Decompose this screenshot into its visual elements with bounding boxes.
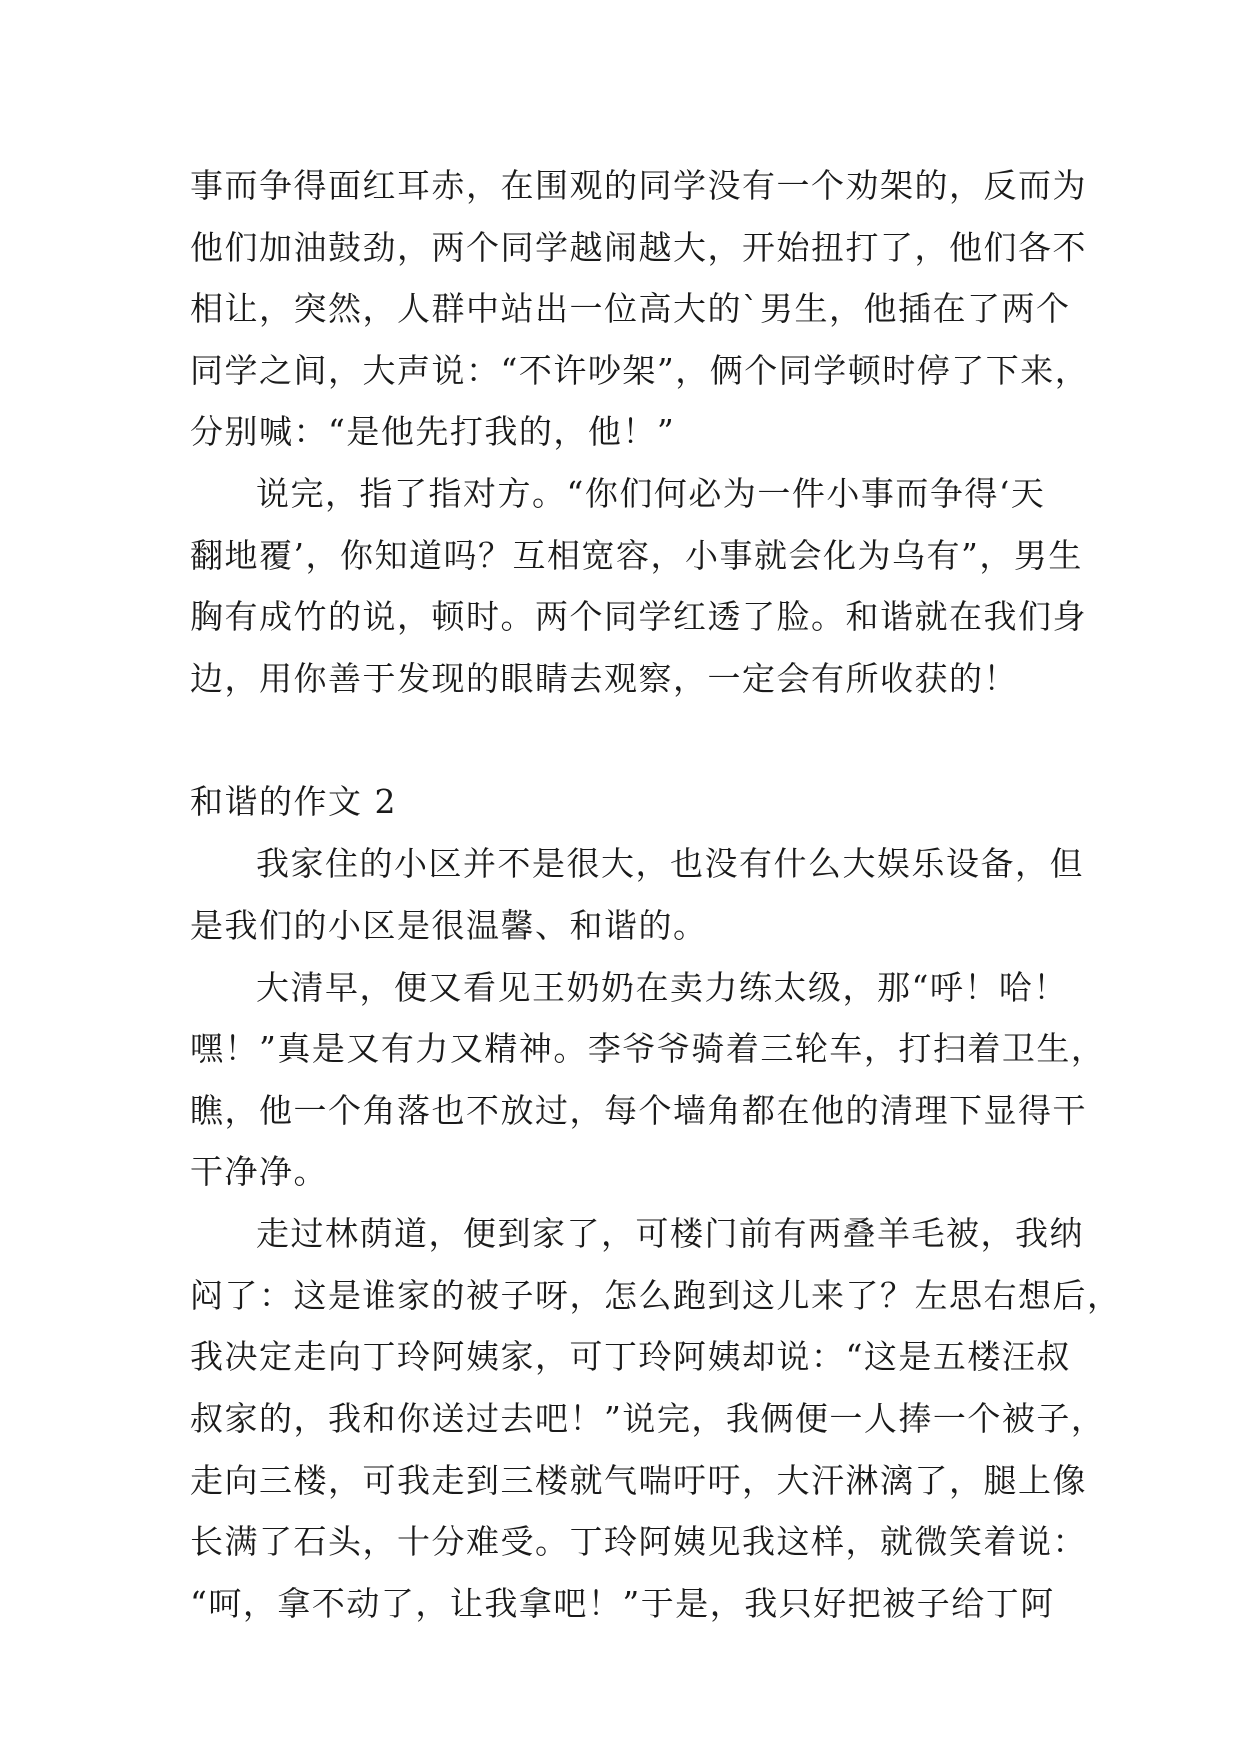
text-line: 边，用你善于发现的眼睛去观察，一定会有所收获的！ (190, 659, 1018, 698)
text-line: “呵，拿不动了，让我拿吧！”于是，我只好把被子给丁阿 (190, 1584, 1055, 1623)
text-line: 翻地覆’，你知道吗？互相宽容，小事就会化为乌有”，男生 (190, 536, 1083, 575)
section-title: 和谐的作文 2 (190, 782, 397, 821)
text-line: 同学之间，大声说：“不许吵架”，俩个同学顿时停了下来， (190, 351, 1090, 390)
text-line: 我决定走向丁玲阿姨家，可丁玲阿姨却说：“这是五楼汪叔 (190, 1337, 1071, 1376)
text-line: 我家住的小区并不是很大，也没有什么大娱乐设备，但 (256, 844, 1084, 883)
text-line: 走向三楼，可我走到三楼就气喘吁吁，大汗淋漓了，腿上像 (190, 1461, 1087, 1500)
text-line: 他们加油鼓劲，两个同学越闹越大，开始扭打了，他们各不 (190, 228, 1087, 267)
text-line: 说完，指了指对方。“你们何必为一件小事而争得‘天 (256, 474, 1046, 513)
text-line: 闷了：这是谁家的被子呀，怎么跑到这儿来了？左思右想后， (190, 1276, 1122, 1315)
text-line: 事而争得面红耳赤，在围观的同学没有一个劝架的，反而为 (190, 166, 1087, 205)
text-line: 瞧，他一个角落也不放过，每个墙角都在他的清理下显得干 (190, 1091, 1087, 1130)
text-line: 干净净。 (190, 1152, 328, 1191)
text-line: 长满了石头，十分难受。丁玲阿姨见我这样，就微笑着说： (190, 1522, 1087, 1561)
text-line: 大清早，便又看见王奶奶在卖力练太级，那“呼！哈！ (256, 968, 1068, 1007)
text-line: 分别喊：“是他先打我的，他！” (190, 412, 676, 451)
text-line: 叔家的，我和你送过去吧！”说完，我俩便一人捧一个被子， (190, 1399, 1106, 1438)
text-line: 胸有成竹的说，顿时。两个同学红透了脸。和谐就在我们身 (190, 597, 1087, 636)
text-line: 相让，突然，人群中站出一位高大的`男生，他插在了两个 (190, 289, 1071, 328)
text-line: 是我们的小区是很温馨、和谐的。 (190, 906, 708, 945)
text-line: 走过林荫道，便到家了，可楼门前有两叠羊毛被，我纳 (256, 1214, 1084, 1253)
text-line: 嘿！”真是又有力又精神。李爷爷骑着三轮车，打扫着卫生， (190, 1029, 1106, 1068)
